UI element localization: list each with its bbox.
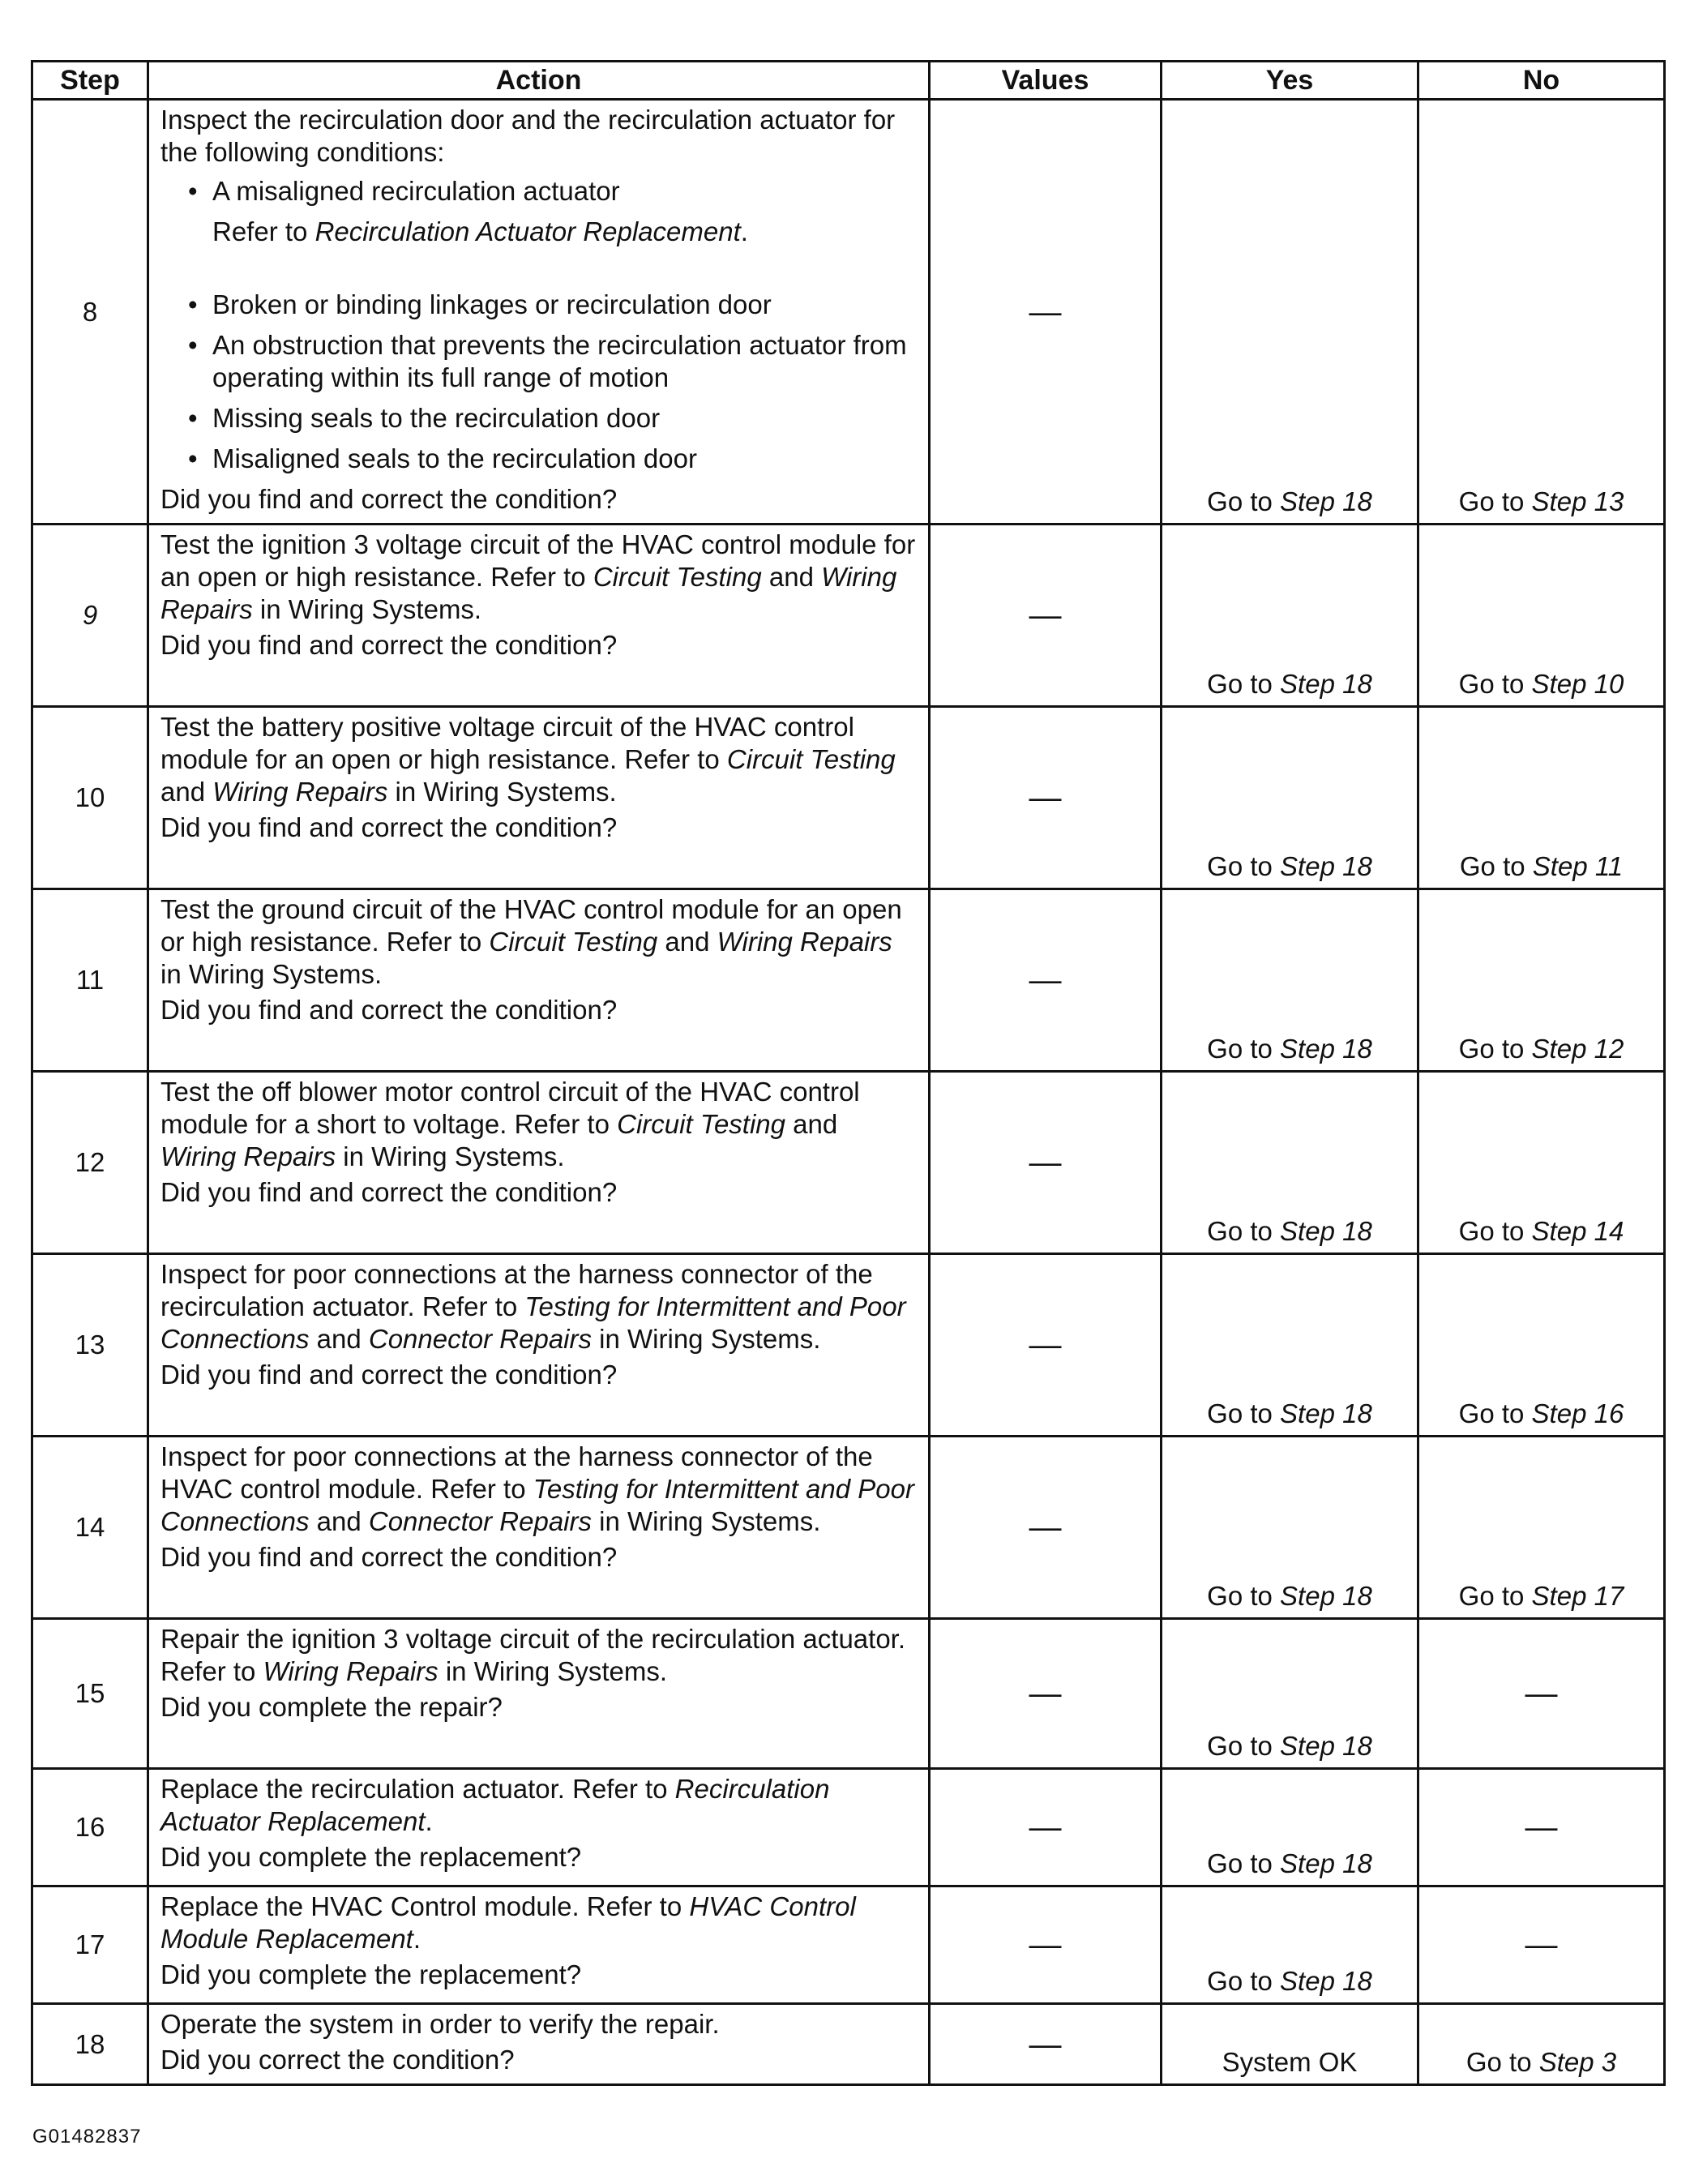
list-item: • Missing seals to the recirculation door (188, 402, 918, 435)
header-action: Action (148, 62, 930, 100)
reference-link[interactable]: HVAC Control Module Replacement (160, 1891, 856, 1954)
step-link[interactable]: Step 16 (1531, 1398, 1624, 1428)
action-cell (148, 1886, 930, 2004)
reference-link[interactable]: Wiring Repairs (717, 927, 892, 957)
values-dash: — (930, 707, 1162, 889)
yes-cell (1162, 1437, 1418, 1619)
yes-cell (1162, 1072, 1418, 1254)
table-row (32, 1886, 1665, 2004)
reference-link[interactable]: Recirculation Actuator Replacement (160, 1774, 830, 1836)
step-number: 15 (32, 1619, 148, 1769)
action-cell (148, 707, 930, 889)
no-cell (1418, 707, 1665, 889)
step-link[interactable]: Step 18 (1280, 1034, 1372, 1064)
no-cell (1418, 525, 1665, 707)
table-row (32, 889, 1665, 1072)
no-cell (1418, 1072, 1665, 1254)
step-link[interactable]: Step 18 (1280, 1848, 1372, 1878)
values-dash: — (930, 1254, 1162, 1437)
yes-cell (1162, 889, 1418, 1072)
action-cell (148, 1619, 930, 1769)
table-row (32, 100, 1665, 525)
action-cell (148, 1437, 930, 1619)
step-link[interactable]: Step 3 (1538, 2047, 1617, 2077)
values-dash: — (930, 1619, 1162, 1769)
values-dash: — (930, 1072, 1162, 1254)
yes-answer: Go to Step 18 (1207, 1581, 1372, 1611)
yes-cell (1162, 707, 1418, 889)
reference-link[interactable]: Circuit Testing (726, 744, 896, 774)
yes-cell (1162, 2004, 1418, 2085)
no-cell (1418, 2004, 1665, 2085)
question-text: Did you find and correct the condition? (160, 1177, 618, 1207)
step-number: 16 (32, 1769, 148, 1886)
question-text: Did you find and correct the condition? (160, 1360, 618, 1390)
action-cell (148, 1254, 930, 1437)
condition-list (160, 175, 918, 475)
diagnostic-table (31, 60, 1666, 2086)
step-link[interactable]: Step 18 (1280, 1581, 1372, 1611)
no-cell (1418, 889, 1665, 1072)
list-item: • Broken or binding linkages or recirculation door (188, 289, 918, 321)
yes-cell (1162, 1619, 1418, 1769)
action-cell (148, 1769, 930, 1886)
no-cell (1418, 1769, 1665, 1886)
action-text: Inspect for poor connections at the harness connector of the HVAC control module. Refer to Testing for Intermittent and Poor Connections and Connector Repairs in Wiring Systems. (160, 1441, 914, 1536)
step-number: 9 (32, 525, 148, 707)
list-item: • Misaligned seals to the recirculation door (188, 443, 918, 475)
values-dash: — (930, 100, 1162, 525)
action-cell (148, 889, 930, 1072)
reference-link[interactable]: Circuit Testing (617, 1109, 786, 1139)
step-link[interactable]: Step 18 (1280, 1216, 1372, 1246)
question-text: Did you complete the repair? (160, 1692, 503, 1722)
no-cell (1418, 100, 1665, 525)
reference-link[interactable]: Circuit Testing (489, 927, 658, 957)
reference-link[interactable]: Testing for Intermittent and Poor Connections (160, 1474, 914, 1536)
list-item (188, 175, 918, 280)
step-number: 11 (32, 889, 148, 1072)
yes-answer: Go to Step 18 (1207, 1848, 1372, 1878)
no-answer: Go to Step 12 (1458, 1034, 1624, 1064)
no-answer: Go to Step 13 (1458, 486, 1624, 516)
action-text: Test the battery positive voltage circuit of the HVAC control module for an open or high resistance. Refer to Circuit Testing and Wiring Repairs in Wiring Systems. (160, 712, 896, 807)
no-cell (1418, 1886, 1665, 2004)
step-link[interactable]: Step 11 (1532, 851, 1624, 881)
reference-link[interactable]: Wiring Repairs (263, 1656, 439, 1686)
question-text: Did you complete the replacement? (160, 1959, 582, 1989)
yes-answer: Go to Step 18 (1207, 486, 1372, 516)
step-link[interactable]: Step 10 (1531, 669, 1624, 699)
question-text: Did you correct the condition? (160, 2045, 515, 2075)
values-dash: — (930, 889, 1162, 1072)
table-row (32, 2004, 1665, 2085)
no-answer: Go to Step 11 (1459, 851, 1624, 881)
table-row (32, 1254, 1665, 1437)
action-text: Repair the ignition 3 voltage circuit of the recirculation actuator. Refer to Wiring Repairs in Wiring Systems. (160, 1624, 906, 1686)
yes-answer: Go to Step 18 (1207, 1731, 1372, 1761)
no-answer: Go to Step 3 (1465, 2047, 1617, 2077)
action-text: Test the ignition 3 voltage circuit of the HVAC control module for an open or high resistance. Refer to Circuit Testing and Wiring Repairs in Wiring Systems. (160, 529, 916, 624)
step-number: 10 (32, 707, 148, 889)
table-row (32, 707, 1665, 889)
reference-link[interactable]: Circuit Testing (593, 562, 762, 592)
step-number: 13 (32, 1254, 148, 1437)
no-answer-dash: — (1525, 1676, 1558, 1711)
step-link[interactable]: Step 18 (1280, 851, 1372, 881)
reference-link[interactable]: Wiring Repairs (160, 1141, 336, 1171)
table-header-row (32, 62, 1665, 100)
yes-answer: Go to Step 18 (1207, 669, 1372, 699)
values-dash: — (930, 525, 1162, 707)
action-cell (148, 525, 930, 707)
reference-prefix: Refer to (212, 216, 315, 246)
yes-cell (1162, 1769, 1418, 1886)
yes-cell (1162, 1254, 1418, 1437)
values-dash: — (930, 1437, 1162, 1619)
action-text: Test the ground circuit of the HVAC control module for an open or high resistance. Refer to Circuit Testing and Wiring Repairs in Wiring Systems. (160, 894, 902, 989)
step-number: 14 (32, 1437, 148, 1619)
values-dash: — (930, 2004, 1162, 2085)
yes-cell (1162, 525, 1418, 707)
step-link[interactable]: Step 18 (1280, 669, 1372, 699)
step-link[interactable]: Step 13 (1531, 486, 1624, 516)
action-text: Operate the system in order to verify the repair. (160, 2009, 720, 2039)
yes-cell (1162, 100, 1418, 525)
no-answer-dash: — (1525, 1809, 1558, 1845)
list-item: • An obstruction that prevents the recirculation actuator from operating within its full range of motion (188, 329, 918, 394)
action-text: Inspect the recirculation door and the recirculation actuator for the following conditions: (160, 105, 896, 167)
question-text: Did you find and correct the condition? (160, 630, 618, 660)
question-text: Did you find and correct the condition? (160, 484, 618, 514)
question-text: Did you find and correct the condition? (160, 995, 618, 1025)
no-answer: Go to Step 17 (1458, 1581, 1624, 1611)
reference-link[interactable]: Testing for Intermittent and Poor Connections (160, 1291, 906, 1354)
no-answer: Go to Step 16 (1458, 1398, 1624, 1428)
table-row (32, 1437, 1665, 1619)
yes-cell (1162, 1886, 1418, 2004)
no-answer-dash: — (1525, 1927, 1558, 1963)
no-cell (1418, 1619, 1665, 1769)
table-row (32, 525, 1665, 707)
step-number: 18 (32, 2004, 148, 2085)
yes-answer: Go to Step 18 (1207, 851, 1372, 881)
question-text: Did you find and correct the condition? (160, 812, 618, 842)
action-text: Replace the recirculation actuator. Refer to Recirculation Actuator Replacement. (160, 1774, 830, 1836)
values-dash: — (930, 1886, 1162, 2004)
reference-link[interactable]: Connector Repairs (368, 1324, 592, 1354)
step-number: 12 (32, 1072, 148, 1254)
reference-link[interactable]: Wiring Repairs (160, 562, 897, 624)
question-text: Did you complete the replacement? (160, 1842, 582, 1872)
action-text: Test the off blower motor control circuit of the HVAC control module for a short to voltage. Refer to Circuit Testing and Wiring Repairs in Wiring Systems. (160, 1077, 860, 1171)
step-link[interactable]: Step 18 (1280, 1731, 1372, 1761)
table-row (32, 1072, 1665, 1254)
header-no: No (1418, 62, 1665, 100)
step-link[interactable]: Step 18 (1280, 1398, 1372, 1428)
no-cell (1418, 1254, 1665, 1437)
no-answer: Go to Step 14 (1458, 1216, 1624, 1246)
no-answer: Go to Step 10 (1458, 669, 1624, 699)
step-link[interactable]: Step 14 (1531, 1216, 1624, 1246)
reference-note (212, 216, 918, 248)
values-dash: — (930, 1769, 1162, 1886)
action-cell (148, 1072, 930, 1254)
yes-answer: Go to Step 18 (1207, 1216, 1372, 1246)
step-number: 17 (32, 1886, 148, 2004)
step-number: 8 (32, 100, 148, 525)
step-link[interactable]: Step 12 (1531, 1034, 1624, 1064)
action-cell (148, 2004, 930, 2085)
step-link[interactable]: Step 18 (1280, 1966, 1372, 1996)
reference-link[interactable]: Connector Repairs (368, 1506, 592, 1536)
yes-answer: Go to Step 18 (1207, 1966, 1372, 1996)
reference-suffix: . (740, 216, 748, 246)
action-text: Inspect for poor connections at the harness connector of the recirculation actuator. Refer to Testing for Intermittent and Poor Connections and Connector Repairs in Wiring Systems. (160, 1259, 906, 1354)
figure-id: G01482837 (32, 2126, 142, 2148)
step-link[interactable]: Step 18 (1280, 486, 1372, 516)
table-row (32, 1769, 1665, 1886)
reference-link[interactable]: Wiring Repairs (212, 777, 388, 807)
action-cell (148, 100, 930, 525)
header-step: Step (32, 62, 148, 100)
yes-answer: System OK (1222, 2047, 1358, 2077)
action-text: Replace the HVAC Control module. Refer to HVAC Control Module Replacement. (160, 1891, 856, 1954)
header-values: Values (930, 62, 1162, 100)
yes-answer: Go to Step 18 (1207, 1034, 1372, 1064)
yes-answer: Go to Step 18 (1207, 1398, 1372, 1428)
condition-text: A misaligned recirculation actuator (212, 176, 620, 206)
header-yes: Yes (1162, 62, 1418, 100)
question-text: Did you find and correct the condition? (160, 1542, 618, 1572)
reference-link[interactable]: Recirculation Actuator Replacement (314, 216, 741, 246)
table-row (32, 1619, 1665, 1769)
no-cell (1418, 1437, 1665, 1619)
step-link[interactable]: Step 17 (1531, 1581, 1624, 1611)
